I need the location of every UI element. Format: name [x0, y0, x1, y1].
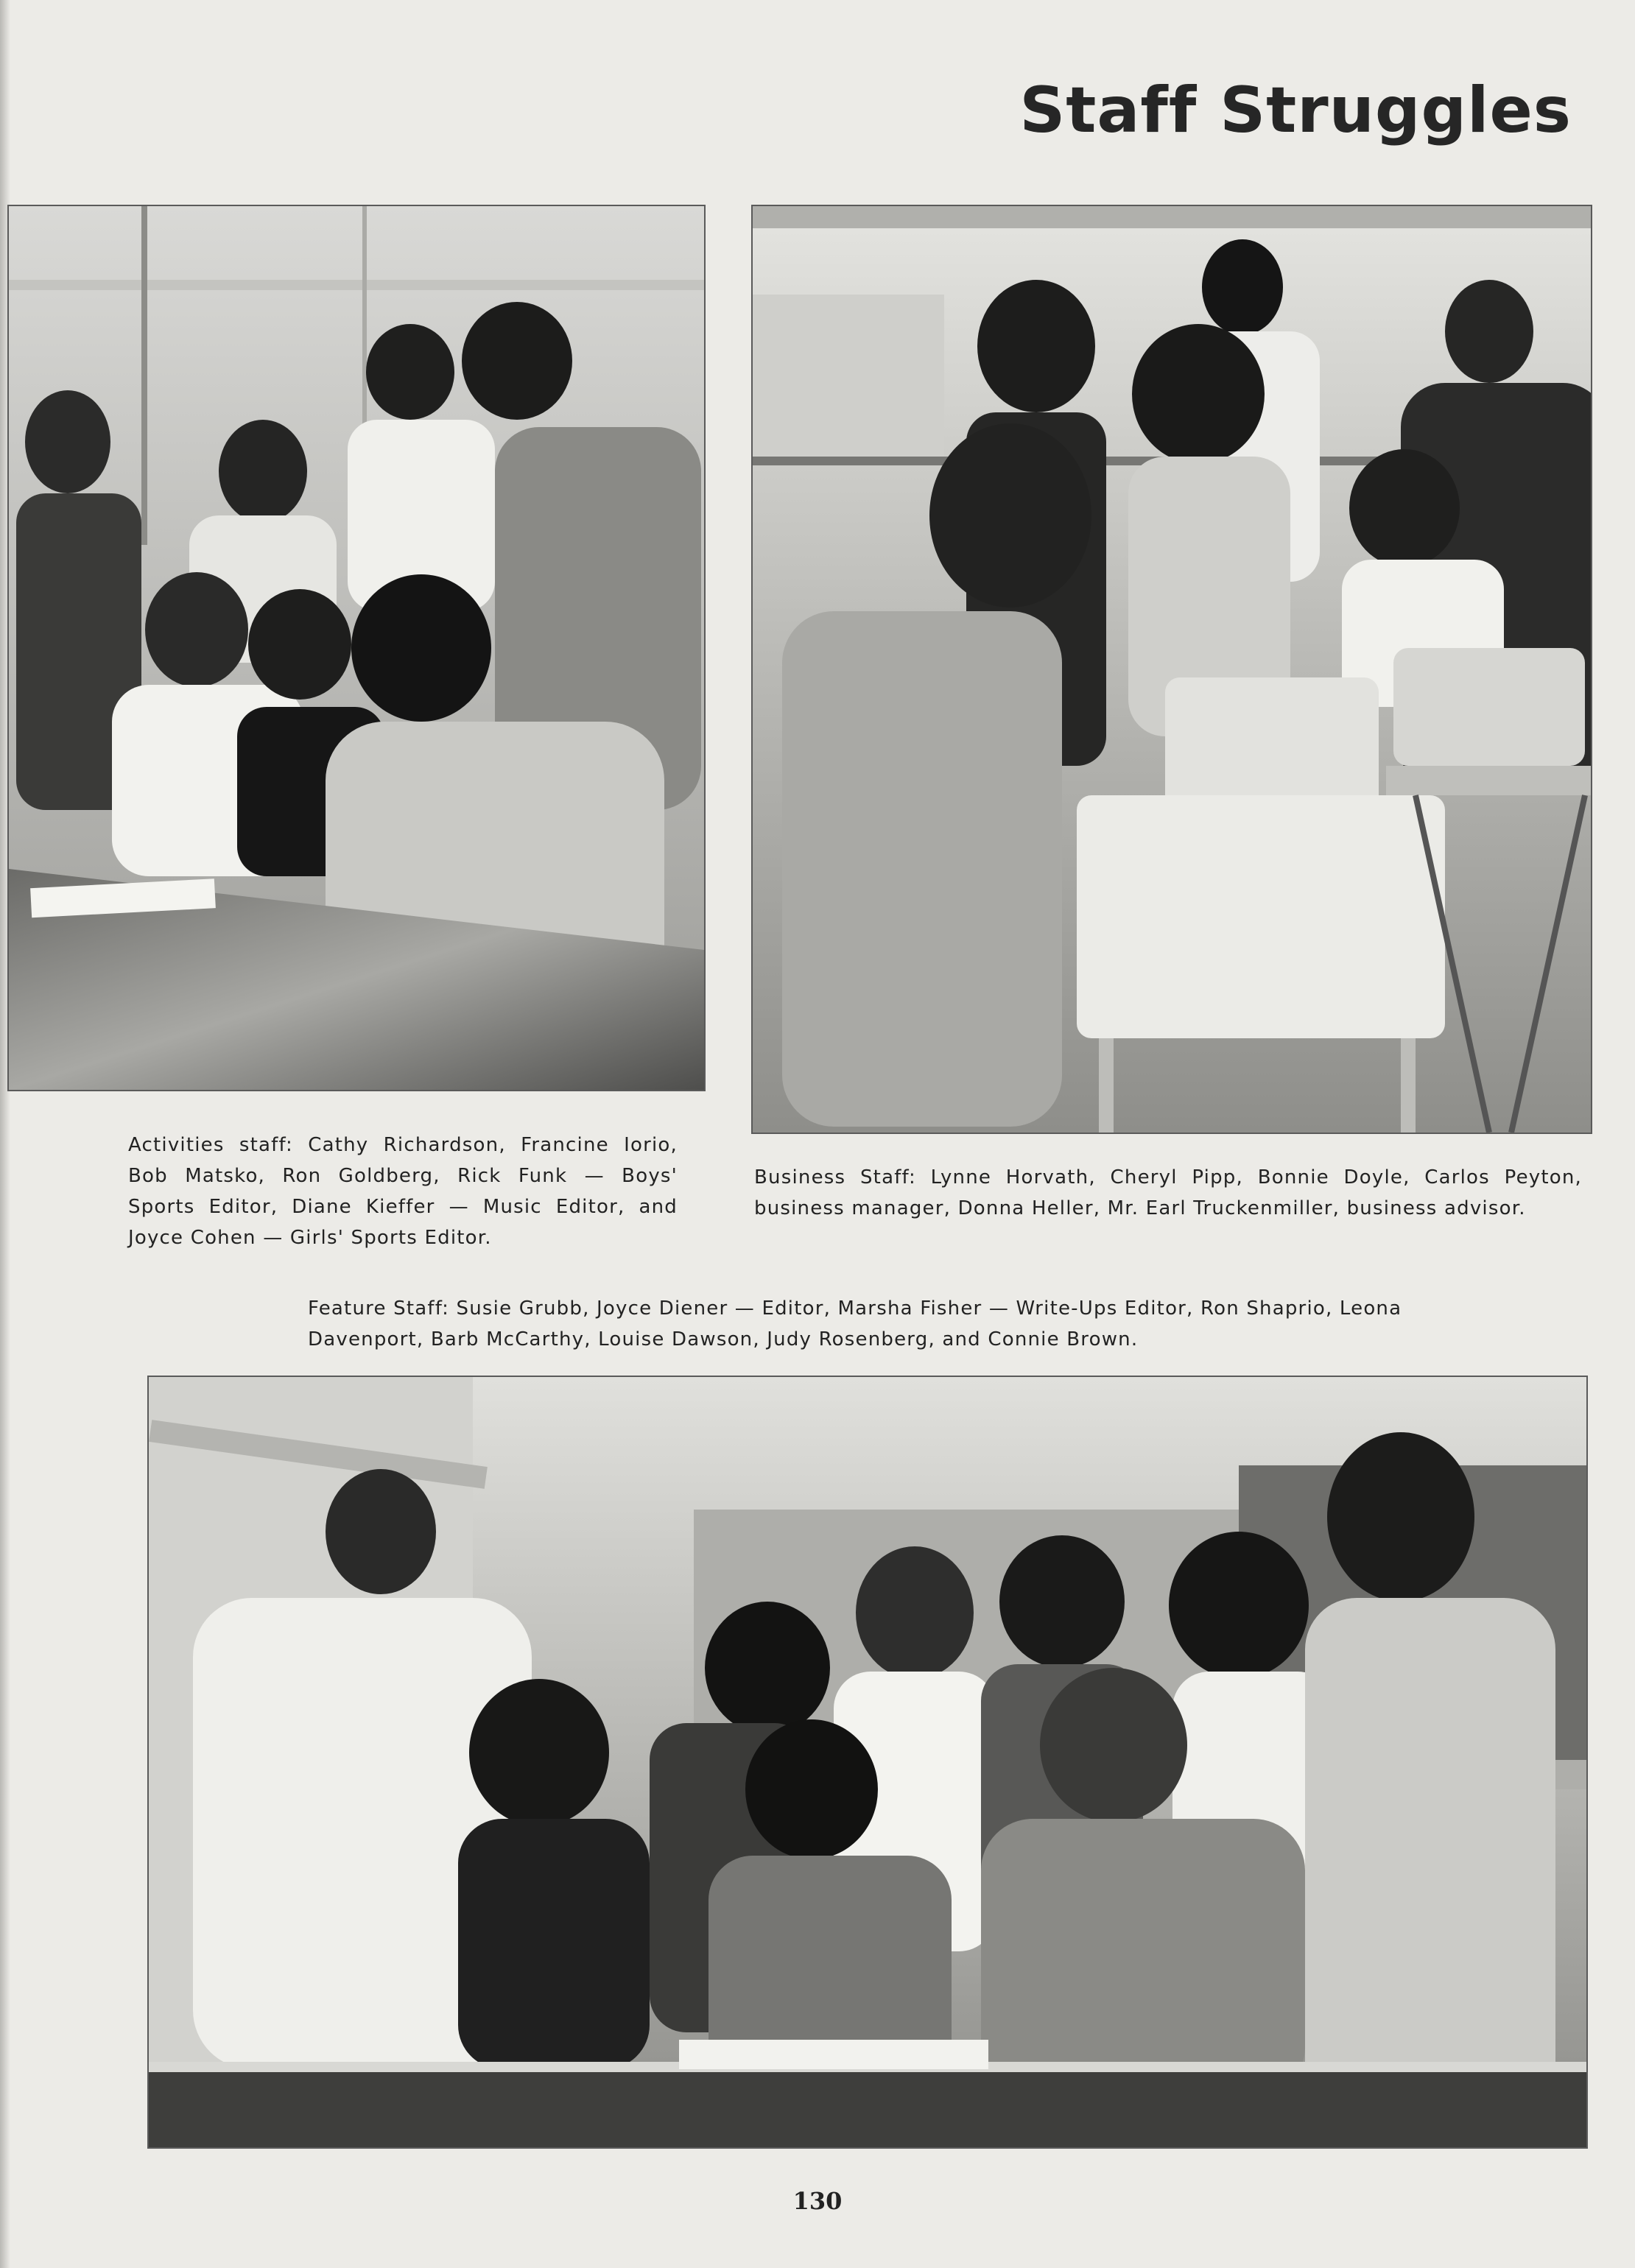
feature-staff-caption: Feature Staff: Susie Grubb, Joyce Diener — Editor, Marsha Fisher — Write-Ups Editor, Ron Shaprio, Leona Davenport, Barb McCarthy, Louise Dawson, Judy Rosenberg, and Connie Brown. [308, 1297, 1402, 1350]
business-staff-caption: Business Staff: Lynne Horvath, Cheryl Pipp, Bonnie Doyle, Carlos Peyton, business manager, Donna Heller, Mr. Earl Truckenmiller, business advisor. [754, 1166, 1582, 1219]
feature-staff-photo [147, 1376, 1588, 2149]
activities-staff-photo [7, 205, 706, 1091]
activities-staff-caption: Activities staff: Cathy Richardson, Francine Iorio, Bob Matsko, Ron Goldberg, Rick Funk — Boys' Sports Editor, Diane Kieffer — Music Editor, and Joyce Cohen — Girls' Sports Editor. [128, 1134, 678, 1249]
business-staff-photo [751, 205, 1592, 1134]
page-title: Staff Struggles [1019, 74, 1572, 147]
page-number: 130 [792, 2187, 843, 2215]
